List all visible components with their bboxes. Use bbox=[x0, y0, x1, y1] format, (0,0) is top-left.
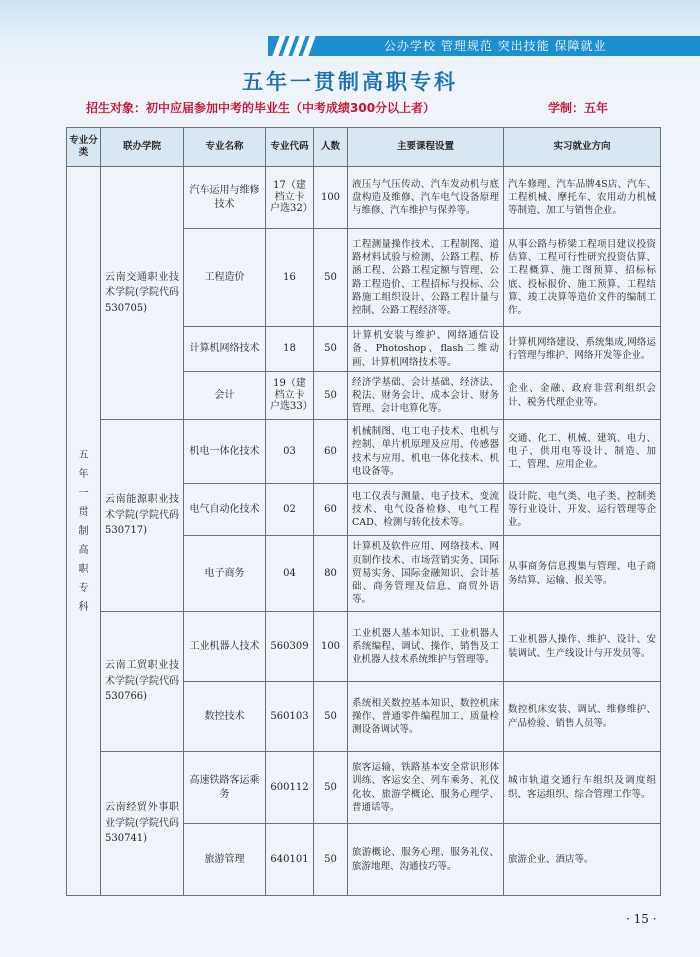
course-list: 液压与气压传动、汽车发动机与底盘构造及维修、汽车电气设备原理与维修、汽车维护与保养等。 bbox=[348, 167, 504, 229]
major-name: 电子商务 bbox=[184, 536, 266, 612]
enrollment-count: 60 bbox=[314, 420, 348, 484]
course-list: 旅游概论、服务心理、服务礼仪、旅游地理、沟通技巧等。 bbox=[348, 824, 504, 896]
job-direction: 城市轨道交通行车组织及调度组织、客运组织、综合管理工作等。 bbox=[504, 752, 661, 824]
major-code: 19（建档立卡户选33） bbox=[266, 372, 314, 420]
table-header-row bbox=[67, 128, 661, 167]
header-count: 人数 bbox=[314, 128, 348, 167]
major-name: 工程造价 bbox=[184, 229, 266, 327]
table-row bbox=[67, 752, 661, 824]
enrollment-count: 60 bbox=[314, 484, 348, 536]
course-list: 电工仪表与测量、电子技术、变流技术、电气设备检修、电气工程CAD、检测与转化技术等。 bbox=[348, 484, 504, 536]
job-direction: 旅游企业、酒店等。 bbox=[504, 824, 661, 896]
table-row bbox=[67, 420, 661, 484]
table-row bbox=[67, 612, 661, 682]
job-direction: 汽车修理、汽车品牌4S店、汽车、工程机械、摩托车、农用动力机械等制造、加工与销售企业。 bbox=[504, 167, 661, 229]
job-direction: 工业机器人操作、维护、设计、安装调试、生产线设计与开发员等。 bbox=[504, 612, 661, 682]
header-courses: 主要课程设置 bbox=[348, 128, 504, 167]
category-cell: 五年一贯制高职专科 bbox=[67, 167, 101, 896]
enrollment-count: 50 bbox=[314, 327, 348, 372]
major-code: 560309 bbox=[266, 612, 314, 682]
header-major: 专业名称 bbox=[184, 128, 266, 167]
header-code: 专业代码 bbox=[266, 128, 314, 167]
job-direction: 企业、金融、政府非营利组织会计、税务代理企业等。 bbox=[504, 372, 661, 420]
major-code: 18 bbox=[266, 327, 314, 372]
major-name: 工业机器人技术 bbox=[184, 612, 266, 682]
enrollment-count: 100 bbox=[314, 612, 348, 682]
major-code: 640101 bbox=[266, 824, 314, 896]
header-jobs: 实习就业方向 bbox=[504, 128, 661, 167]
job-direction: 设计院、电气类、电子类、控制类等行业设计、开发、运行管理等企业。 bbox=[504, 484, 661, 536]
college-cell: 云南交通职业技术学院(学院代码530705) bbox=[101, 167, 184, 420]
major-name: 旅游管理 bbox=[184, 824, 266, 896]
major-code: 17（建档立卡户选32） bbox=[266, 167, 314, 229]
enrollment-count: 50 bbox=[314, 372, 348, 420]
enrollment-count: 50 bbox=[314, 229, 348, 327]
college-cell: 云南能源职业技术学院(学院代码530717) bbox=[101, 420, 184, 612]
job-direction: 数控机床安装、调试、维修维护、产品检验、销售人员等。 bbox=[504, 682, 661, 752]
enrollment-target: 招生对象：初中应届参加中考的毕业生（中考成绩300分以上者） bbox=[86, 101, 436, 115]
header-category: 专业分类 bbox=[67, 128, 101, 167]
major-name: 机电一体化技术 bbox=[184, 420, 266, 484]
course-list: 旅客运输、铁路基本安全常识形体训练、客运安全、列车乘务、礼仪化妆、旅游学概论、服务心理学、普通话等。 bbox=[348, 752, 504, 824]
major-code: 02 bbox=[266, 484, 314, 536]
course-list: 计算机及软件应用、网络技术、网页制作技术、市场营销实务、国际贸易实务、国际金融知识、会计基础、商务管理及信息、商贸外语等。 bbox=[348, 536, 504, 612]
enrollment-count: 100 bbox=[314, 167, 348, 229]
table-row bbox=[67, 167, 661, 229]
major-name: 汽车运用与维修技术 bbox=[184, 167, 266, 229]
major-code: 16 bbox=[266, 229, 314, 327]
enrollment-count: 80 bbox=[314, 536, 348, 612]
course-list: 计算机安装与维护、网络通信设备、Photoshop、flash二维动画、计算机网络技术等。 bbox=[348, 327, 504, 372]
job-direction: 计算机网络建设、系统集成,网络运行管理与维护、网络开发等企业。 bbox=[504, 327, 661, 372]
course-list: 工业机器人基本知识、工业机器人系统编程、调试、操作、销售及工业机器人技术系统维护与管理等。 bbox=[348, 612, 504, 682]
college-cell: 云南经贸外事职业学院(学院代码530741) bbox=[101, 752, 184, 896]
enrollment-count: 50 bbox=[314, 682, 348, 752]
study-duration: 学制：五年 bbox=[548, 101, 609, 115]
major-name: 电气自动化技术 bbox=[184, 484, 266, 536]
college-cell: 云南工贸职业技术学院(学院代码530766) bbox=[101, 612, 184, 752]
banner-stripes-decoration bbox=[272, 36, 320, 56]
course-list: 工程测量操作技术、工程制图、道路材料试验与检测、公路工程、桥涵工程、公路工程定额与管理、公路工程造价、工程招标与投标、公路施工组织设计、公路工程计量与控制、公路工程经济等。 bbox=[348, 229, 504, 327]
course-list: 经济学基础、会计基础、经济法、税法、财务会计、成本会计、财务管理、会计电算化等。 bbox=[348, 372, 504, 420]
page-number: · 15 · bbox=[626, 912, 657, 926]
enrollment-count: 50 bbox=[314, 824, 348, 896]
page-title: 五年一贯制高职专科 bbox=[242, 70, 458, 94]
job-direction: 从事商务信息搜集与管理、电子商务结算、运输、报关等。 bbox=[504, 536, 661, 612]
job-direction: 从事公路与桥梁工程项目建议投资估算、工程可行性研究投资估算、工程概算、施工图预算、招标标底、投标报价、施工预算、工程结算、竣工决算等造价文件的编制工作。 bbox=[504, 229, 661, 327]
course-list: 机械制图、电工电子技术、电机与控制、单片机原理及应用、传感器技术与应用、机电一体化技术、机电设备等。 bbox=[348, 420, 504, 484]
program-table bbox=[66, 127, 661, 896]
major-code: 600112 bbox=[266, 752, 314, 824]
major-code: 04 bbox=[266, 536, 314, 612]
major-name: 会计 bbox=[184, 372, 266, 420]
major-name: 数控技术 bbox=[184, 682, 266, 752]
header-slogan: 公办学校 管理规范 突出技能 保障就业 bbox=[384, 39, 607, 53]
job-direction: 交通、化工、机械、建筑、电力、电子、供用电等设计、制造、加工、管理、应用企业。 bbox=[504, 420, 661, 484]
major-code: 03 bbox=[266, 420, 314, 484]
major-name: 计算机网络技术 bbox=[184, 327, 266, 372]
header-college: 联办学院 bbox=[101, 128, 184, 167]
course-list: 系统相关数控基本知识、数控机床操作、普通零件编程加工、质量检测设备调试等。 bbox=[348, 682, 504, 752]
major-code: 560103 bbox=[266, 682, 314, 752]
enrollment-count: 50 bbox=[314, 752, 348, 824]
major-name: 高速铁路客运乘务 bbox=[184, 752, 266, 824]
